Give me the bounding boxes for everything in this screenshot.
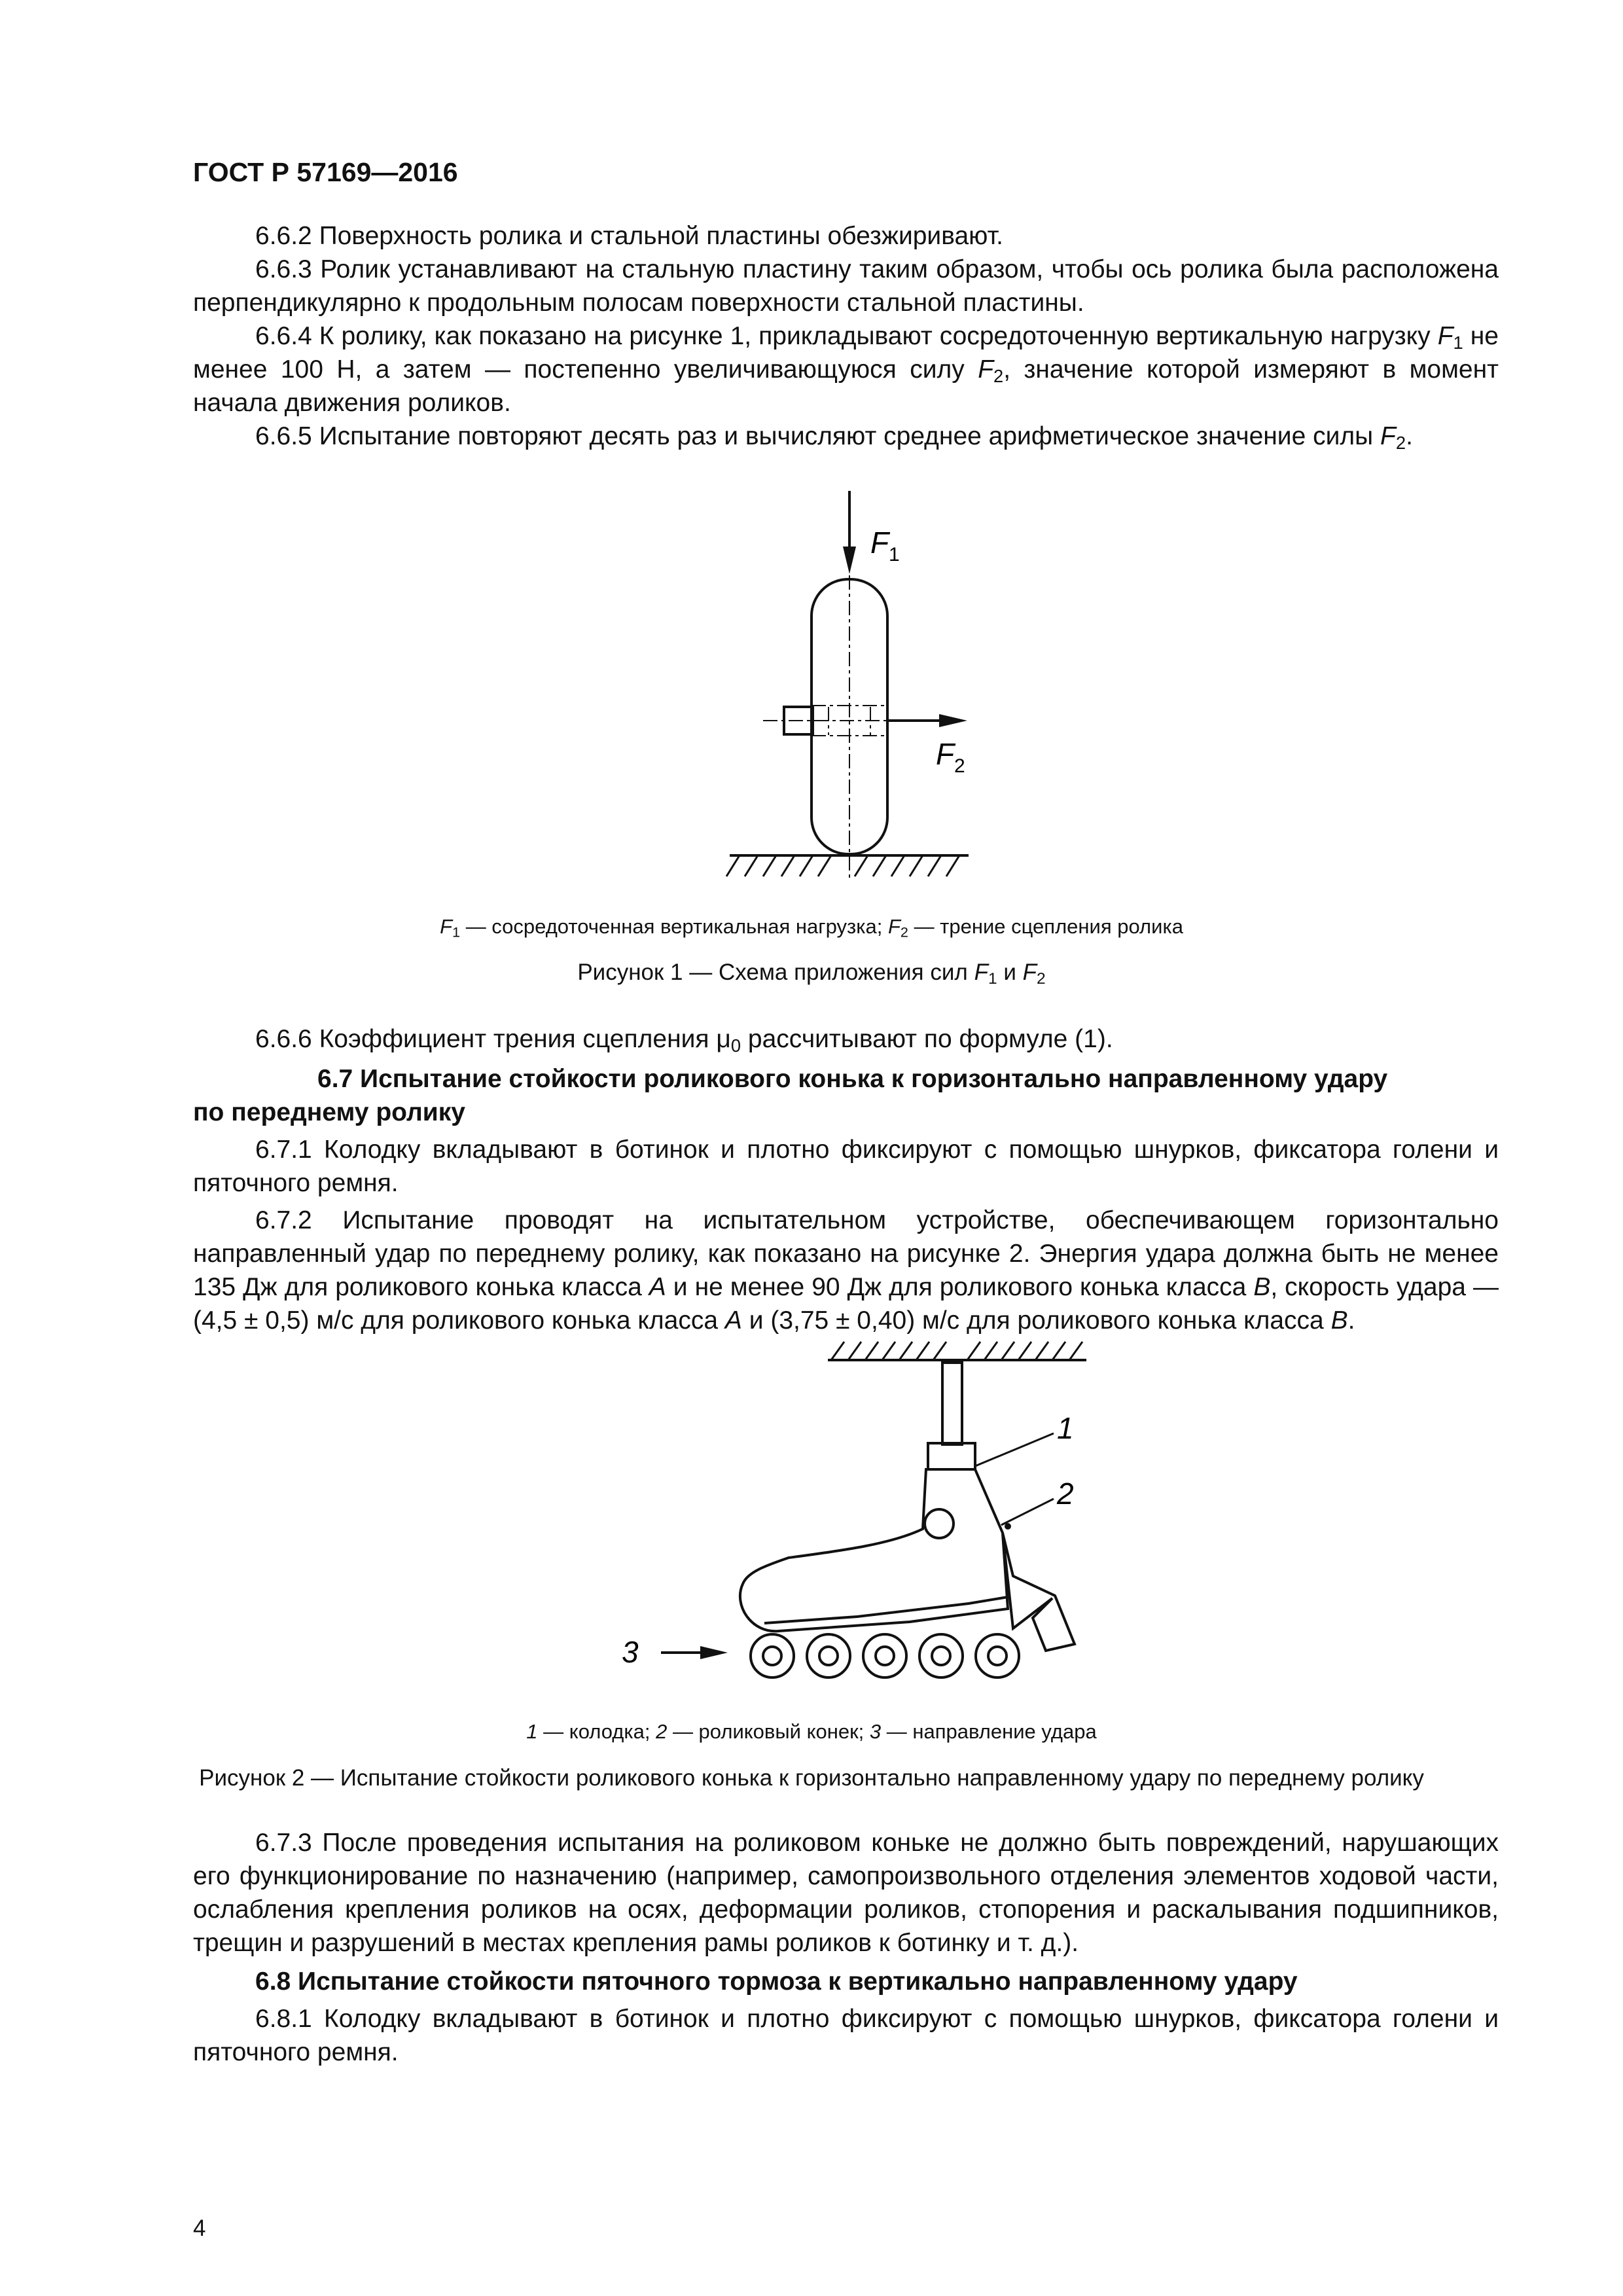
paragraph-6-8-1: 6.8.1 Колодку вкладывают в ботинок и плотно фиксируют с помощью шнурков, фиксатора голени и пяточного ремня. [193,2005,1499,2066]
paragraph-6-6-2: 6.6.2 Поверхность ролика и стальной пластины обезжиривают. [255,222,1003,250]
figure-1-legend: $F_1$ — сосредоточенная вертикальная нагрузка; $F_2$ — трение сцепления ролика [440,915,1183,941]
ceiling-hatching [831,1342,1082,1360]
plate-hatching [726,855,959,876]
f2-subscript: 2 [954,755,965,777]
leader-dot-2 [1005,1523,1011,1530]
skate-wheels [751,1634,1019,1677]
leader-line-1 [975,1433,1054,1466]
impact-rod [942,1363,962,1444]
impact-direction-arrowhead [700,1646,728,1659]
callout-1: 1 [1057,1411,1074,1445]
force-f2-arrowhead [939,714,967,727]
paragraph-6-7-2: 6.7.2 Испытание проводят на испытательном устройстве, обеспечивающем горизонтально направленный удар по переднему ролику, как показано на рисунке 2. Энергия удара должна быть не менее 135 Дж для роликового конька класса А и не менее 90 Дж для роликового конька класса В, скорость удара — (4,5 ± 0,5) м/с для роликового конька класса А и (3,75 ± 0,40) м/с для роликового конька класса В. [193,1206,1499,1335]
figure-1-caption: Рисунок 1 — Схема приложения сил $F_1$ и $F_2$ [577,960,1046,988]
paragraph-6-6-3: 6.6.3 Ролик устанавливают на стальную пластину таким образом, чтобы ось ролика была расположена перпендикулярно к продольным полосам поверхности стальной пластины. [193,255,1499,317]
leader-line-2 [1001,1499,1054,1525]
inline-skate-boot [740,1469,1075,1651]
paragraph-6-6-4: 6.6.4 К ролику, как показано на рисунке 1, прикладывают сосредоточенную вертикальную нагрузку $F_1$ не менее 100 Н, а затем — постепенно увеличивающуюся силу $F_2$, значение которой измеряют в момент начала движения роликов. [193,322,1499,417]
text-block-6-8 [193,1826,1499,2069]
f1-subscript: 1 [889,544,900,565]
f2-label: F [936,737,955,771]
text-block-6-7 [193,1022,1499,1337]
figure-2-impact-test [609,1335,1106,1702]
skate-frame-line [764,1597,1008,1623]
f1-label: F [870,526,889,560]
document-code-header: ГОСТ Р 57169—2016 [193,157,458,187]
paragraph-6-6-5: 6.6.5 Испытание повторяют десять раз и вычисляют среднее арифметическое значение силы $F_2$. [255,422,1413,453]
page-number: 4 [193,2215,206,2241]
paragraph-6-7-3: 6.7.3 После проведения испытания на роликовом коньке не должно быть повреждений, нарушающих его функционирование по назначению (например, самопроизвольного отделения элементов ходовой части, ослабления крепления роликов на осях, деформации роликов, стопорения и раскалывания подшипников, трещин и разрушений в местах крепления рамы роликов к ботинку и т. д.). [193,1829,1499,1957]
text-block-6-6 [193,219,1499,453]
figure-2-legend: 1 — колодка; 2 — роликовый конек; 3 — направление удара [526,1720,1097,1743]
callout-3: 3 [622,1635,639,1669]
center-lines [763,550,887,880]
block-holder [928,1443,975,1469]
figure-2-caption: Рисунок 2 — Испытание стойкости роликового конька к горизонтально направленному удару по переднему ролику [199,1765,1424,1791]
paragraph-6-6-6: 6.6.6 Коэффициент трения сцепления $\mu_0$ рассчитывают по формуле (1). [255,1025,1113,1056]
section-6-7-heading: 6.7 Испытание стойкости роликового конька к горизонтально направленному удару по переднему ролику [193,1065,1388,1126]
ankle-bolt [925,1509,954,1538]
callout-2: 2 [1057,1477,1074,1511]
paragraph-6-7-1: 6.7.1 Колодку вкладывают в ботинок и плотно фиксируют с помощью шнурков, фиксатора голени и пяточного ремня. [193,1136,1499,1197]
section-6-8-heading: 6.8 Испытание стойкости пяточного тормоза к вертикально направленному удару [255,1967,1298,1996]
figure-1-force-diagram [720,488,995,880]
